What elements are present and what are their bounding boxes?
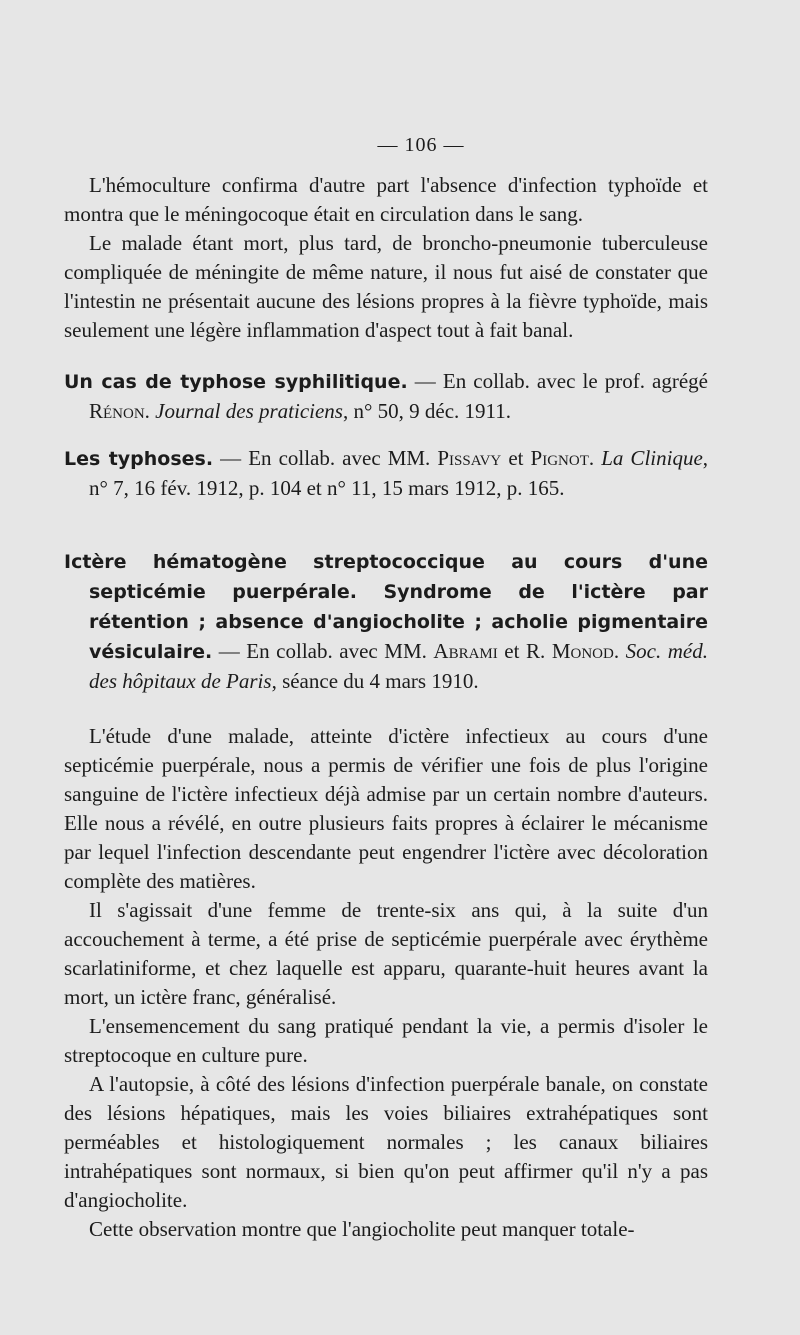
reference-text: . — [588, 446, 602, 470]
paragraph-autopsy-meningitis: Le malade étant mort, plus tard, de broncho-pneumonie tuberculeuse compliquée de méningite de même nature, il nous fut aisé de constater que l'intestin ne présentait aucune des lésions propres à la fièvre typhoïde, mais seulement une légère inflammation d'aspect tout à fait banal. — [64, 231, 708, 342]
paragraph-case: Il s'agissait d'une femme de trente-six ans qui, à la suite d'un accouchement à terme, a été prise de septicémie puerpérale avec érythème scarlatiniforme, et chez laquelle est apparu, quarante-huit heures avant la mort, un ictère franc, généralisé. — [64, 898, 708, 1009]
reference-typhoses — [64, 444, 708, 503]
reference-details: , n° 50, 9 déc. 1911. — [342, 399, 511, 423]
reference-text: — En collab. avec MM. — [213, 446, 438, 470]
paragraph-culture: L'ensemencement du sang pratiqué pendant la vie, a permis d'isoler le streptocoque en culture pure. — [64, 1014, 708, 1067]
journal-name: Soc. méd. des hôpitaux de Paris — [89, 639, 708, 693]
author-name: Monod — [551, 639, 614, 663]
reference-text: . — [144, 399, 156, 423]
reference-text: et — [501, 446, 531, 470]
author-name: Abrami — [433, 639, 498, 663]
paragraph-etude: L'étude d'une malade, atteinte d'ictère infectieux au cours d'une septicémie puerpérale, nous a permis de vérifier une fois de plus l'origine sanguine de l'ictère infectieux déjà admise par un certain nombre d'auteurs. Elle nous a révélé, en outre plusieurs faits propres à éclairer le mécanisme par lequel l'infection descendante peut engendrer l'ictère avec décoloration complète des matières. — [64, 724, 708, 893]
reference-details: , n° 7, 16 fév. 1912, p. 104 et n° 11, 15 mars 1912, p. 165. — [89, 446, 709, 500]
reference-title: Les typhoses. — [64, 448, 214, 470]
author-name: Pissavy — [437, 446, 502, 470]
reference-text: — En collab. avec MM. — [212, 639, 434, 663]
author-name: Rénon — [89, 399, 145, 423]
paragraph-hemoculture: L'hémoculture confirma d'autre part l'absence d'infection typhoïde et montra que le méningocoque était en circulation dans le sang. — [64, 173, 708, 226]
journal-name: La Clinique — [601, 446, 703, 470]
reference-title: Ictère hématogène streptococcique au cours d'une septicémie puerpérale. Syndrome de l'ictère par rétention ; absence d'angiocholite ; acholie pigmentaire vésiculaire. — [64, 551, 708, 663]
reference-text: et R. — [497, 639, 552, 663]
reference-title: Un cas de typhose syphilitique. — [64, 371, 408, 393]
reference-typhose-syphilitique — [64, 367, 708, 426]
page-number: — 106 — — [377, 134, 465, 156]
author-name: Pignot — [530, 446, 589, 470]
paragraph-autopsy: A l'autopsie, à côté des lésions d'infection puerpérale banale, on constate des lésions hépatiques, mais les voies biliaires extrahépatiques sont perméables et histologiquement normales ; les canaux biliaires intrahépatiques sont normaux, si bien qu'on peut affirmer qu'il n'y a pas d'angiocholite. — [64, 1072, 708, 1212]
reference-text: . — [613, 639, 626, 663]
reference-details: , séance du 4 mars 1910. — [271, 669, 479, 693]
journal-name: Journal des praticiens — [155, 399, 343, 423]
reference-ictere-hematogene — [64, 547, 708, 696]
reference-text: — En collab. avec le prof. agrégé — [407, 369, 709, 393]
paragraph-conclusion: Cette observation montre que l'angiocholite peut manquer totale- — [89, 1217, 635, 1241]
